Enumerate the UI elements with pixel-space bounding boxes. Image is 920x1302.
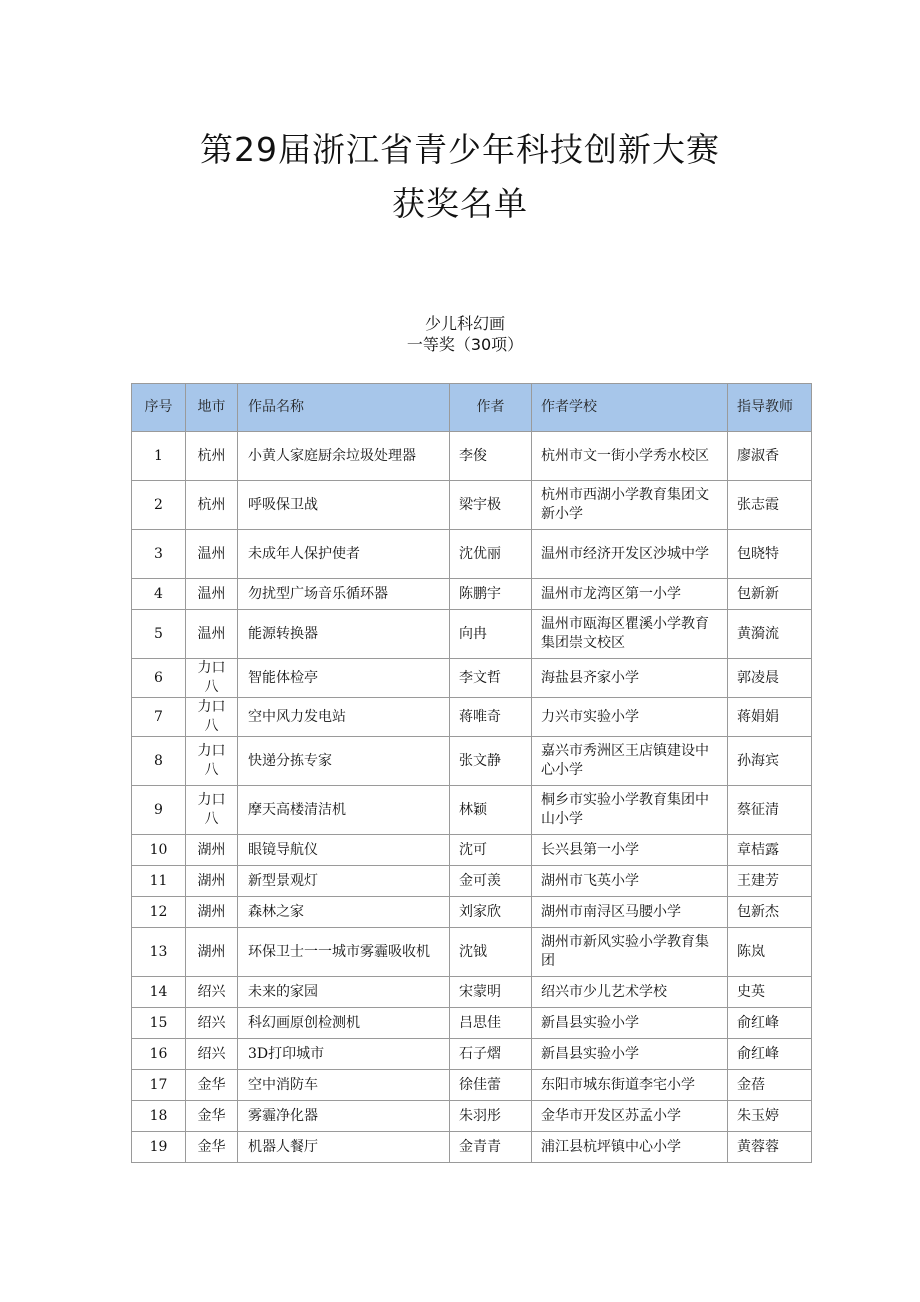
- cell-index: 14: [132, 977, 186, 1008]
- cell-author: 金可羡: [450, 866, 532, 897]
- cell-index: 2: [132, 481, 186, 530]
- cell-school: 杭州市西湖小学教育集团文新小学: [532, 481, 728, 530]
- header-city: 地市: [186, 384, 238, 432]
- cell-work-title: 小黄人家庭厨余垃圾处理器: [238, 432, 450, 481]
- cell-city: 绍兴: [186, 1039, 238, 1070]
- cell-index: 9: [132, 786, 186, 835]
- cell-school: 东阳市城东街道李宅小学: [532, 1070, 728, 1101]
- cell-work-title: 快递分拣专家: [238, 737, 450, 786]
- cell-work-title: 智能体检亭: [238, 659, 450, 698]
- cell-teacher: 俞红峰: [728, 1039, 812, 1070]
- table-row: [132, 1008, 812, 1039]
- cell-school: 长兴县第一小学: [532, 835, 728, 866]
- cell-work-title: 科幻画原创检测机: [238, 1008, 450, 1039]
- cell-author: 金青青: [450, 1132, 532, 1163]
- cell-city: 绍兴: [186, 977, 238, 1008]
- cell-work-title: 能源转换器: [238, 610, 450, 659]
- cell-author: 梁宇极: [450, 481, 532, 530]
- cell-teacher: 张志霞: [728, 481, 812, 530]
- header-author: 作者: [450, 384, 532, 432]
- cell-author: 蒋唯奇: [450, 698, 532, 737]
- cell-author: 李俊: [450, 432, 532, 481]
- cell-teacher: 黄蓉蓉: [728, 1132, 812, 1163]
- table-header-row: [132, 384, 812, 432]
- cell-teacher: 包新杰: [728, 897, 812, 928]
- award-table: [131, 383, 812, 1163]
- cell-teacher: 陈岚: [728, 928, 812, 977]
- cell-city: 力口八: [186, 698, 238, 737]
- cell-author: 吕思佳: [450, 1008, 532, 1039]
- cell-author: 朱羽彤: [450, 1101, 532, 1132]
- cell-work-title: 3D打印城市: [238, 1039, 450, 1070]
- header-school: 作者学校: [532, 384, 728, 432]
- table-row: [132, 610, 812, 659]
- cell-index: 19: [132, 1132, 186, 1163]
- cell-index: 6: [132, 659, 186, 698]
- table-row: [132, 897, 812, 928]
- table-row: [132, 1132, 812, 1163]
- table-row: [132, 579, 812, 610]
- cell-work-title: 空中消防车: [238, 1070, 450, 1101]
- table-row: [132, 835, 812, 866]
- cell-city: 温州: [186, 530, 238, 579]
- cell-teacher: 包晓特: [728, 530, 812, 579]
- cell-school: 温州市龙湾区第一小学: [532, 579, 728, 610]
- cell-author: 陈鹏宇: [450, 579, 532, 610]
- cell-teacher: 包新新: [728, 579, 812, 610]
- cell-school: 杭州市文一街小学秀水校区: [532, 432, 728, 481]
- cell-author: 宋蒙明: [450, 977, 532, 1008]
- cell-city: 金华: [186, 1070, 238, 1101]
- table-row: [132, 530, 812, 579]
- cell-index: 7: [132, 698, 186, 737]
- cell-index: 13: [132, 928, 186, 977]
- cell-school: 桐乡市实验小学教育集团中山小学: [532, 786, 728, 835]
- cell-teacher: 章桔露: [728, 835, 812, 866]
- cell-school: 湖州市飞英小学: [532, 866, 728, 897]
- cell-author: 石子熠: [450, 1039, 532, 1070]
- cell-index: 1: [132, 432, 186, 481]
- table-row: [132, 866, 812, 897]
- table-row: [132, 786, 812, 835]
- cell-teacher: 金蓓: [728, 1070, 812, 1101]
- cell-author: 张文静: [450, 737, 532, 786]
- table-row: [132, 1039, 812, 1070]
- table-row: [132, 432, 812, 481]
- cell-author: 沈可: [450, 835, 532, 866]
- table-row: [132, 1070, 812, 1101]
- table-row: [132, 1101, 812, 1132]
- cell-teacher: 俞红峰: [728, 1008, 812, 1039]
- cell-teacher: 廖淑香: [728, 432, 812, 481]
- cell-city: 温州: [186, 579, 238, 610]
- category-heading: 少儿科幻画: [424, 314, 505, 333]
- cell-school: 湖州市新风实验小学教育集团: [532, 928, 728, 977]
- cell-work-title: 呼吸保卫战: [238, 481, 450, 530]
- cell-city: 湖州: [186, 866, 238, 897]
- cell-work-title: 森林之家: [238, 897, 450, 928]
- cell-school: 温州市瓯海区瞿溪小学教育集团崇文校区: [532, 610, 728, 659]
- page-title: 第29届浙江省青少年科技创新大赛: [200, 130, 720, 169]
- cell-author: 沈钺: [450, 928, 532, 977]
- cell-index: 10: [132, 835, 186, 866]
- header-work-title: 作品名称: [238, 384, 450, 432]
- cell-school: 湖州市南浔区马腰小学: [532, 897, 728, 928]
- cell-author: 向冉: [450, 610, 532, 659]
- table-row: [132, 737, 812, 786]
- cell-teacher: 蔡征清: [728, 786, 812, 835]
- table-row: [132, 928, 812, 977]
- cell-school: 海盐县齐家小学: [532, 659, 728, 698]
- cell-city: 金华: [186, 1132, 238, 1163]
- table-body: [132, 432, 812, 1163]
- cell-city: 湖州: [186, 897, 238, 928]
- cell-index: 17: [132, 1070, 186, 1101]
- cell-school: 新昌县实验小学: [532, 1039, 728, 1070]
- cell-work-title: 机器人餐厅: [238, 1132, 450, 1163]
- header-teacher: 指导教师: [728, 384, 812, 432]
- cell-city: 力口八: [186, 737, 238, 786]
- header-index: 序号: [132, 384, 186, 432]
- cell-work-title: 空中风力发电站: [238, 698, 450, 737]
- cell-teacher: 史英: [728, 977, 812, 1008]
- cell-teacher: 孙海宾: [728, 737, 812, 786]
- page-subtitle: 获奖名单: [392, 184, 528, 223]
- cell-teacher: 王建芳: [728, 866, 812, 897]
- award-heading: 一等奖（30项）: [406, 335, 524, 354]
- cell-work-title: 勿扰型广场音乐循环器: [238, 579, 450, 610]
- cell-index: 3: [132, 530, 186, 579]
- cell-index: 15: [132, 1008, 186, 1039]
- cell-school: 嘉兴市秀洲区王店镇建设中心小学: [532, 737, 728, 786]
- cell-author: 李文哲: [450, 659, 532, 698]
- cell-city: 温州: [186, 610, 238, 659]
- cell-index: 16: [132, 1039, 186, 1070]
- cell-author: 刘家欣: [450, 897, 532, 928]
- cell-city: 金华: [186, 1101, 238, 1132]
- cell-index: 4: [132, 579, 186, 610]
- cell-work-title: 未成年人保护使者: [238, 530, 450, 579]
- cell-school: 新昌县实验小学: [532, 1008, 728, 1039]
- cell-city: 湖州: [186, 835, 238, 866]
- cell-index: 12: [132, 897, 186, 928]
- cell-school: 温州市经济开发区沙城中学: [532, 530, 728, 579]
- cell-author: 沈优丽: [450, 530, 532, 579]
- cell-city: 绍兴: [186, 1008, 238, 1039]
- table-row: [132, 659, 812, 698]
- cell-work-title: 未来的家园: [238, 977, 450, 1008]
- cell-city: 杭州: [186, 432, 238, 481]
- cell-work-title: 雾霾净化器: [238, 1101, 450, 1132]
- cell-author: 徐佳蕾: [450, 1070, 532, 1101]
- table-row: [132, 481, 812, 530]
- cell-school: 金华市开发区苏孟小学: [532, 1101, 728, 1132]
- cell-index: 5: [132, 610, 186, 659]
- cell-city: 力口八: [186, 659, 238, 698]
- cell-work-title: 新型景观灯: [238, 866, 450, 897]
- cell-city: 湖州: [186, 928, 238, 977]
- cell-author: 林颖: [450, 786, 532, 835]
- cell-index: 18: [132, 1101, 186, 1132]
- cell-teacher: 蒋娟娟: [728, 698, 812, 737]
- cell-teacher: 郭凌晨: [728, 659, 812, 698]
- cell-work-title: 摩天高楼清洁机: [238, 786, 450, 835]
- cell-city: 杭州: [186, 481, 238, 530]
- cell-city: 力口八: [186, 786, 238, 835]
- cell-school: 浦江县杭坪镇中心小学: [532, 1132, 728, 1163]
- cell-work-title: 眼镜导航仪: [238, 835, 450, 866]
- cell-teacher: 朱玉婷: [728, 1101, 812, 1132]
- cell-school: 绍兴市少儿艺术学校: [532, 977, 728, 1008]
- table-row: [132, 698, 812, 737]
- cell-index: 8: [132, 737, 186, 786]
- cell-work-title: 环保卫士一一城市雾霾吸收机: [238, 928, 450, 977]
- cell-teacher: 黄漪流: [728, 610, 812, 659]
- cell-school: 力兴市实验小学: [532, 698, 728, 737]
- cell-index: 11: [132, 866, 186, 897]
- table-row: [132, 977, 812, 1008]
